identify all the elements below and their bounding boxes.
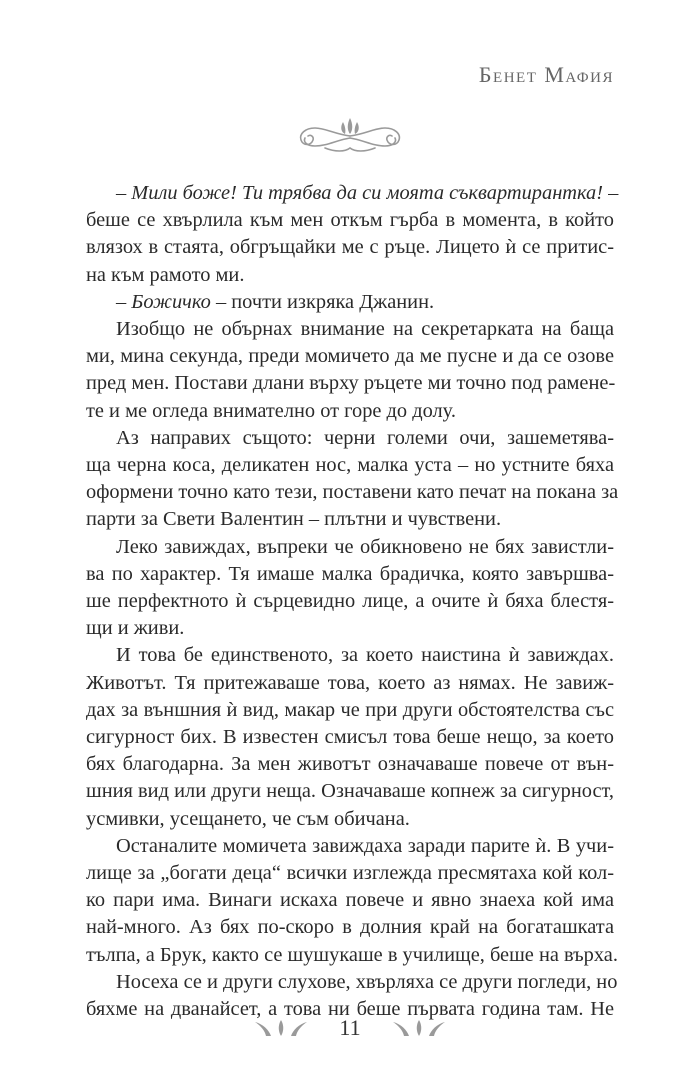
flourish-ornament <box>0 112 700 162</box>
text-line <box>86 180 619 207</box>
text-run: тълпа, а Брук, както се шушукаше в училище, беше на върха. <box>86 943 618 966</box>
text-line <box>86 316 614 343</box>
text-run: най-много. Аз бях по-скоро в долния край на богаташката <box>86 916 614 939</box>
text-run: И това бе единственото, за което наистина ѝ завиждах. <box>116 644 614 667</box>
text-run: оформени точно като тези, поставени като печат на покана за <box>86 481 619 504</box>
text-line <box>86 833 614 860</box>
text-run: ва по характер. Тя имаше малка брадичка, която завършва- <box>86 562 614 585</box>
text-run: лище за „богати деца“ всички изглежда пресмятаха кой кол- <box>86 862 614 885</box>
text-line <box>86 370 614 397</box>
text-run: – <box>603 182 619 204</box>
text-line <box>86 670 614 697</box>
text-run: усмивки, усещането, че съм обичана. <box>86 807 410 830</box>
text-run: бях благодарна. За мен животът означаваше повече от вън- <box>86 753 614 776</box>
text-run: Носеха се и други слухове, хвърляха се други погледи, но <box>116 970 618 993</box>
text-run: ща черна коса, деликатен нос, малка уста – но устните бяха <box>86 454 614 477</box>
fleuron-left-icon <box>251 1016 311 1040</box>
text-line <box>86 289 614 316</box>
text-run: Останалите момичета завиждаха заради парите ѝ. В учи- <box>116 834 614 857</box>
text-line <box>86 398 614 425</box>
text-line <box>86 479 619 506</box>
text-run: на към рамото ми. <box>86 263 245 286</box>
text-run: парти за Свети Валентин – плътни и чувствени. <box>86 508 502 531</box>
text-line <box>86 588 614 615</box>
text-run: – <box>116 290 132 313</box>
text-line <box>86 806 614 833</box>
text-run: щи и живи. <box>86 617 185 640</box>
text-run: влязох в стаята, обгръщайки ме с ръце. Лицето ѝ се притис- <box>86 236 614 259</box>
text-run: Леко завиждах, въпреки че обикновено не бях завистли- <box>116 535 614 558</box>
text-run: Животът. Тя притежаваше това, което аз нямах. Не завиж- <box>86 671 614 694</box>
text-line <box>86 343 614 370</box>
text-line <box>86 207 614 234</box>
text-line <box>86 561 614 588</box>
text-run: бяхме на дванайсет, а това ни беше първата година там. Не <box>86 998 614 1021</box>
text-line <box>86 452 614 479</box>
text-line <box>86 860 614 887</box>
text-line <box>86 697 614 724</box>
text-line <box>86 914 614 941</box>
text-run: Аз направих същото: черни големи очи, зашеметява- <box>116 426 614 449</box>
text-run: пред мен. Постави длани върху ръцете ми точно под рамене- <box>86 372 616 395</box>
text-run: ми, мина секунда, преди момичето да ме пусне и да се озове <box>86 345 614 368</box>
text-line <box>86 778 614 805</box>
text-line <box>86 724 614 751</box>
text-run: – почти изкряка Джанин. <box>210 290 435 313</box>
text-line <box>86 425 614 452</box>
text-line <box>86 642 614 669</box>
text-line <box>86 942 618 969</box>
text-run: беше се хвърлила към мен откъм гърба в момента, в който <box>86 209 614 232</box>
text-line <box>86 751 614 778</box>
text-run: ко пари има. Винаги искаха повече и явно знаеха кой има <box>86 889 614 912</box>
page-footer <box>0 1008 700 1048</box>
text-run: сигурност бих. В известен смисъл това беше нещо, за което <box>86 726 614 749</box>
text-run: – <box>116 182 132 204</box>
text-run: дах за външния ѝ вид, макар че при други обстоятелства със <box>86 698 614 721</box>
text-run: шния вид или други неща. Означаваше копнеж за сигурност, <box>86 780 614 803</box>
page-number: 11 <box>339 1015 361 1040</box>
text-line <box>86 506 614 533</box>
italic-text: Мили боже! Ти трябва да си моята съквартирантка! <box>131 182 604 204</box>
text-run: Изобщо не обърнах внимание на секретарката на баща <box>116 318 614 341</box>
text-line <box>86 969 618 996</box>
text-line <box>86 534 614 561</box>
text-line <box>86 615 614 642</box>
text-line <box>86 887 614 914</box>
fleuron-right-icon <box>389 1016 449 1040</box>
running-header: Бенет Мафия <box>478 62 614 87</box>
text-line <box>86 234 614 261</box>
text-run: те и ме огледа внимателно от горе до долу. <box>86 399 456 422</box>
italic-text: Божичко <box>131 290 211 313</box>
body-text <box>86 180 619 1023</box>
text-run: ше перфектното ѝ сърцевидно лице, а очите ѝ бяха блестя- <box>86 590 614 613</box>
text-line <box>86 262 614 289</box>
